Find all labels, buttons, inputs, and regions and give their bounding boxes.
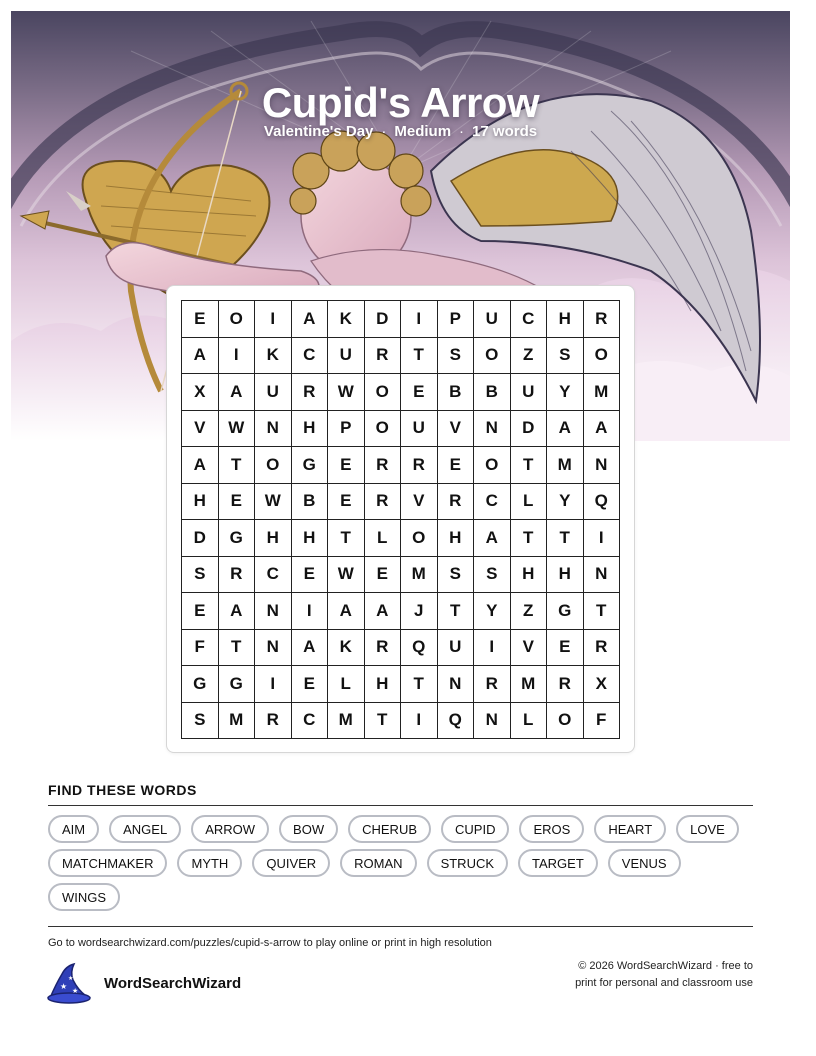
grid-cell[interactable]: J (401, 593, 438, 630)
grid-cell[interactable]: G (292, 447, 329, 484)
grid-cell[interactable]: S (547, 338, 584, 375)
grid-cell[interactable]: K (328, 630, 365, 667)
grid-cell[interactable]: K (328, 301, 365, 338)
grid-cell[interactable]: T (219, 630, 256, 667)
grid-cell[interactable]: H (547, 301, 584, 338)
grid-cell[interactable]: W (255, 484, 292, 521)
grid-cell[interactable]: R (547, 666, 584, 703)
grid-cell[interactable]: A (474, 520, 511, 557)
grid-cell[interactable]: U (328, 338, 365, 375)
grid-cell[interactable]: G (219, 666, 256, 703)
grid-cell[interactable]: X (182, 374, 219, 411)
grid-cell[interactable]: L (328, 666, 365, 703)
grid-cell[interactable]: P (438, 301, 475, 338)
grid-cell[interactable]: E (292, 666, 329, 703)
puzzle-grid-card (166, 285, 635, 753)
grid-cell[interactable]: V (511, 630, 548, 667)
grid-cell[interactable]: E (328, 484, 365, 521)
grid-cell[interactable]: T (328, 520, 365, 557)
grid-cell[interactable]: G (182, 666, 219, 703)
word-chip: STRUCK (427, 849, 508, 877)
grid-cell[interactable]: C (292, 703, 329, 740)
word-chip: CHERUB (348, 815, 431, 843)
grid-cell[interactable]: T (511, 447, 548, 484)
grid-cell[interactable]: Y (547, 484, 584, 521)
grid-cell[interactable]: E (547, 630, 584, 667)
word-list-heading: FIND THESE WORDS (48, 782, 197, 798)
puzzle-title: Cupid's Arrow (261, 79, 540, 126)
word-chip: MYTH (177, 849, 242, 877)
grid-cell[interactable]: I (255, 666, 292, 703)
grid-cell[interactable]: R (365, 338, 402, 375)
grid-cell[interactable]: B (474, 374, 511, 411)
grid-cell[interactable]: A (182, 447, 219, 484)
grid-cell[interactable]: V (401, 484, 438, 521)
grid-cell[interactable]: Q (584, 484, 621, 521)
grid-cell[interactable]: R (584, 630, 621, 667)
grid-cell[interactable]: T (438, 593, 475, 630)
word-chip: CUPID (441, 815, 509, 843)
grid-cell[interactable]: G (219, 520, 256, 557)
grid-cell[interactable]: F (584, 703, 621, 740)
play-online-link[interactable]: Go to wordsearchwizard.com/puzzles/cupid-s-arrow to play online or print in high resolution (48, 937, 492, 949)
grid-cell[interactable]: A (584, 411, 621, 448)
grid-cell[interactable]: D (511, 411, 548, 448)
grid-cell[interactable]: H (438, 520, 475, 557)
grid-cell[interactable]: T (547, 520, 584, 557)
grid-cell[interactable]: R (292, 374, 329, 411)
grid-cell[interactable]: Z (511, 593, 548, 630)
grid-cell[interactable]: N (584, 557, 621, 594)
grid-cell[interactable]: W (328, 557, 365, 594)
svg-text:★: ★ (72, 987, 79, 995)
grid-cell[interactable]: L (511, 703, 548, 740)
grid-cell[interactable]: Q (438, 703, 475, 740)
grid-cell[interactable]: W (328, 374, 365, 411)
grid-cell[interactable]: A (328, 593, 365, 630)
grid-cell[interactable]: E (292, 557, 329, 594)
grid-cell[interactable]: N (255, 411, 292, 448)
grid-cell[interactable]: T (365, 703, 402, 740)
grid-cell[interactable]: S (438, 557, 475, 594)
wizard-hat-icon (46, 962, 92, 1004)
grid-cell[interactable]: C (292, 338, 329, 375)
divider (48, 805, 753, 806)
grid-cell[interactable]: S (474, 557, 511, 594)
word-chip: WINGS (48, 883, 120, 911)
grid-cell[interactable]: Q (401, 630, 438, 667)
word-chip: EROS (519, 815, 584, 843)
grid-cell[interactable]: L (511, 484, 548, 521)
grid-cell[interactable]: N (438, 666, 475, 703)
word-chip: HEART (594, 815, 666, 843)
grid-cell[interactable]: U (401, 411, 438, 448)
grid-cell[interactable]: A (365, 593, 402, 630)
grid-cell[interactable]: A (219, 374, 256, 411)
grid-cell[interactable]: H (292, 411, 329, 448)
grid-cell[interactable]: K (255, 338, 292, 375)
grid-cell[interactable]: N (255, 630, 292, 667)
grid-cell[interactable]: Y (474, 593, 511, 630)
word-chip: AIM (48, 815, 99, 843)
grid-cell[interactable]: P (328, 411, 365, 448)
grid-cell[interactable]: R (365, 630, 402, 667)
grid-cell[interactable]: E (182, 301, 219, 338)
grid-cell[interactable]: O (547, 703, 584, 740)
grid-cell[interactable]: M (328, 703, 365, 740)
grid-cell[interactable]: V (182, 411, 219, 448)
puzzle-theme: Valentine's Day (263, 123, 374, 140)
grid-cell[interactable]: C (474, 484, 511, 521)
grid-cell[interactable]: O (255, 447, 292, 484)
grid-cell[interactable]: I (219, 338, 256, 375)
grid-cell[interactable]: I (255, 301, 292, 338)
svg-text:★: ★ (60, 982, 68, 991)
grid-cell[interactable]: I (292, 593, 329, 630)
word-chip: ANGEL (109, 815, 181, 843)
grid-cell[interactable]: O (219, 301, 256, 338)
grid-cell[interactable]: C (255, 557, 292, 594)
grid-cell[interactable]: Z (511, 338, 548, 375)
grid-cell[interactable]: E (219, 484, 256, 521)
grid-cell[interactable]: R (474, 666, 511, 703)
grid-cell[interactable]: H (255, 520, 292, 557)
puzzle-difficulty: Medium (394, 123, 452, 140)
grid-cell[interactable]: V (438, 411, 475, 448)
grid-cell[interactable]: T (511, 520, 548, 557)
grid-cell[interactable]: B (292, 484, 329, 521)
grid-cell[interactable]: U (511, 374, 548, 411)
grid-cell[interactable]: A (292, 301, 329, 338)
grid-cell[interactable]: O (365, 411, 402, 448)
grid-cell[interactable]: M (547, 447, 584, 484)
grid-cell[interactable]: E (328, 447, 365, 484)
grid-cell[interactable]: M (401, 557, 438, 594)
grid-cell[interactable]: B (438, 374, 475, 411)
brand[interactable] (46, 962, 241, 1004)
grid-cell[interactable]: H (182, 484, 219, 521)
grid-cell[interactable]: N (584, 447, 621, 484)
grid-cell[interactable]: R (255, 703, 292, 740)
grid-cell[interactable]: C (511, 301, 548, 338)
grid-cell[interactable]: U (474, 301, 511, 338)
grid-cell[interactable]: T (401, 338, 438, 375)
separator-dot: · (459, 123, 465, 140)
grid-cell[interactable]: H (292, 520, 329, 557)
grid-cell[interactable]: F (182, 630, 219, 667)
grid-cell[interactable]: E (182, 593, 219, 630)
grid-cell[interactable]: R (219, 557, 256, 594)
grid-cell[interactable]: R (365, 447, 402, 484)
grid-cell[interactable]: O (584, 338, 621, 375)
grid-cell[interactable]: Y (547, 374, 584, 411)
grid-cell[interactable]: M (219, 703, 256, 740)
grid-cell[interactable]: X (584, 666, 621, 703)
grid-cell[interactable]: I (401, 703, 438, 740)
grid-cell[interactable]: T (401, 666, 438, 703)
word-chip: LOVE (676, 815, 739, 843)
grid-cell[interactable]: L (365, 520, 402, 557)
grid-cell[interactable]: A (219, 593, 256, 630)
grid-cell[interactable]: A (292, 630, 329, 667)
grid-cell[interactable]: S (182, 557, 219, 594)
grid-cell[interactable]: R (401, 447, 438, 484)
separator-dot: · (381, 123, 387, 140)
grid-cell[interactable]: R (365, 484, 402, 521)
grid-cell[interactable]: O (474, 338, 511, 375)
grid-cell[interactable]: R (438, 484, 475, 521)
divider (48, 926, 753, 927)
word-chip: TARGET (518, 849, 598, 877)
grid-cell[interactable]: R (584, 301, 621, 338)
grid-cell[interactable]: N (255, 593, 292, 630)
grid-cell[interactable]: I (401, 301, 438, 338)
grid-cell[interactable]: T (584, 593, 621, 630)
grid-cell[interactable]: H (547, 557, 584, 594)
grid-cell[interactable]: G (547, 593, 584, 630)
grid-cell[interactable]: H (365, 666, 402, 703)
puzzle-meta (11, 123, 790, 140)
grid-cell[interactable]: N (474, 411, 511, 448)
svg-text:★: ★ (68, 975, 74, 982)
grid-cell[interactable]: U (438, 630, 475, 667)
word-chip: ARROW (191, 815, 269, 843)
word-chip: ROMAN (340, 849, 416, 877)
puzzle-word-count: 17 words (472, 123, 538, 140)
grid-cell[interactable]: O (365, 374, 402, 411)
grid-cell[interactable]: A (547, 411, 584, 448)
word-chip: MATCHMAKER (48, 849, 167, 877)
grid-cell[interactable]: I (474, 630, 511, 667)
grid-cell[interactable]: E (401, 374, 438, 411)
grid-cell[interactable]: M (584, 374, 621, 411)
grid-cell[interactable]: S (182, 703, 219, 740)
grid-cell[interactable]: S (438, 338, 475, 375)
brand-name: WordSearchWizard (104, 974, 242, 992)
grid-cell[interactable]: T (219, 447, 256, 484)
word-chip: VENUS (608, 849, 681, 877)
grid-cell[interactable]: O (474, 447, 511, 484)
grid-cell[interactable]: M (511, 666, 548, 703)
letter-grid[interactable] (181, 300, 620, 739)
word-list (48, 815, 758, 911)
grid-cell[interactable]: N (474, 703, 511, 740)
grid-cell[interactable]: D (182, 520, 219, 557)
grid-cell[interactable]: W (219, 411, 256, 448)
grid-cell[interactable]: D (365, 301, 402, 338)
grid-cell[interactable]: E (365, 557, 402, 594)
copyright-text: © 2026 WordSearchWizard · free to print for personal and classroom use (575, 960, 753, 989)
word-chip: BOW (279, 815, 338, 843)
grid-cell[interactable]: I (584, 520, 621, 557)
grid-cell[interactable]: U (255, 374, 292, 411)
grid-cell[interactable]: E (438, 447, 475, 484)
word-chip: QUIVER (252, 849, 330, 877)
grid-cell[interactable]: A (182, 338, 219, 375)
grid-cell[interactable]: O (401, 520, 438, 557)
grid-cell[interactable]: H (511, 557, 548, 594)
